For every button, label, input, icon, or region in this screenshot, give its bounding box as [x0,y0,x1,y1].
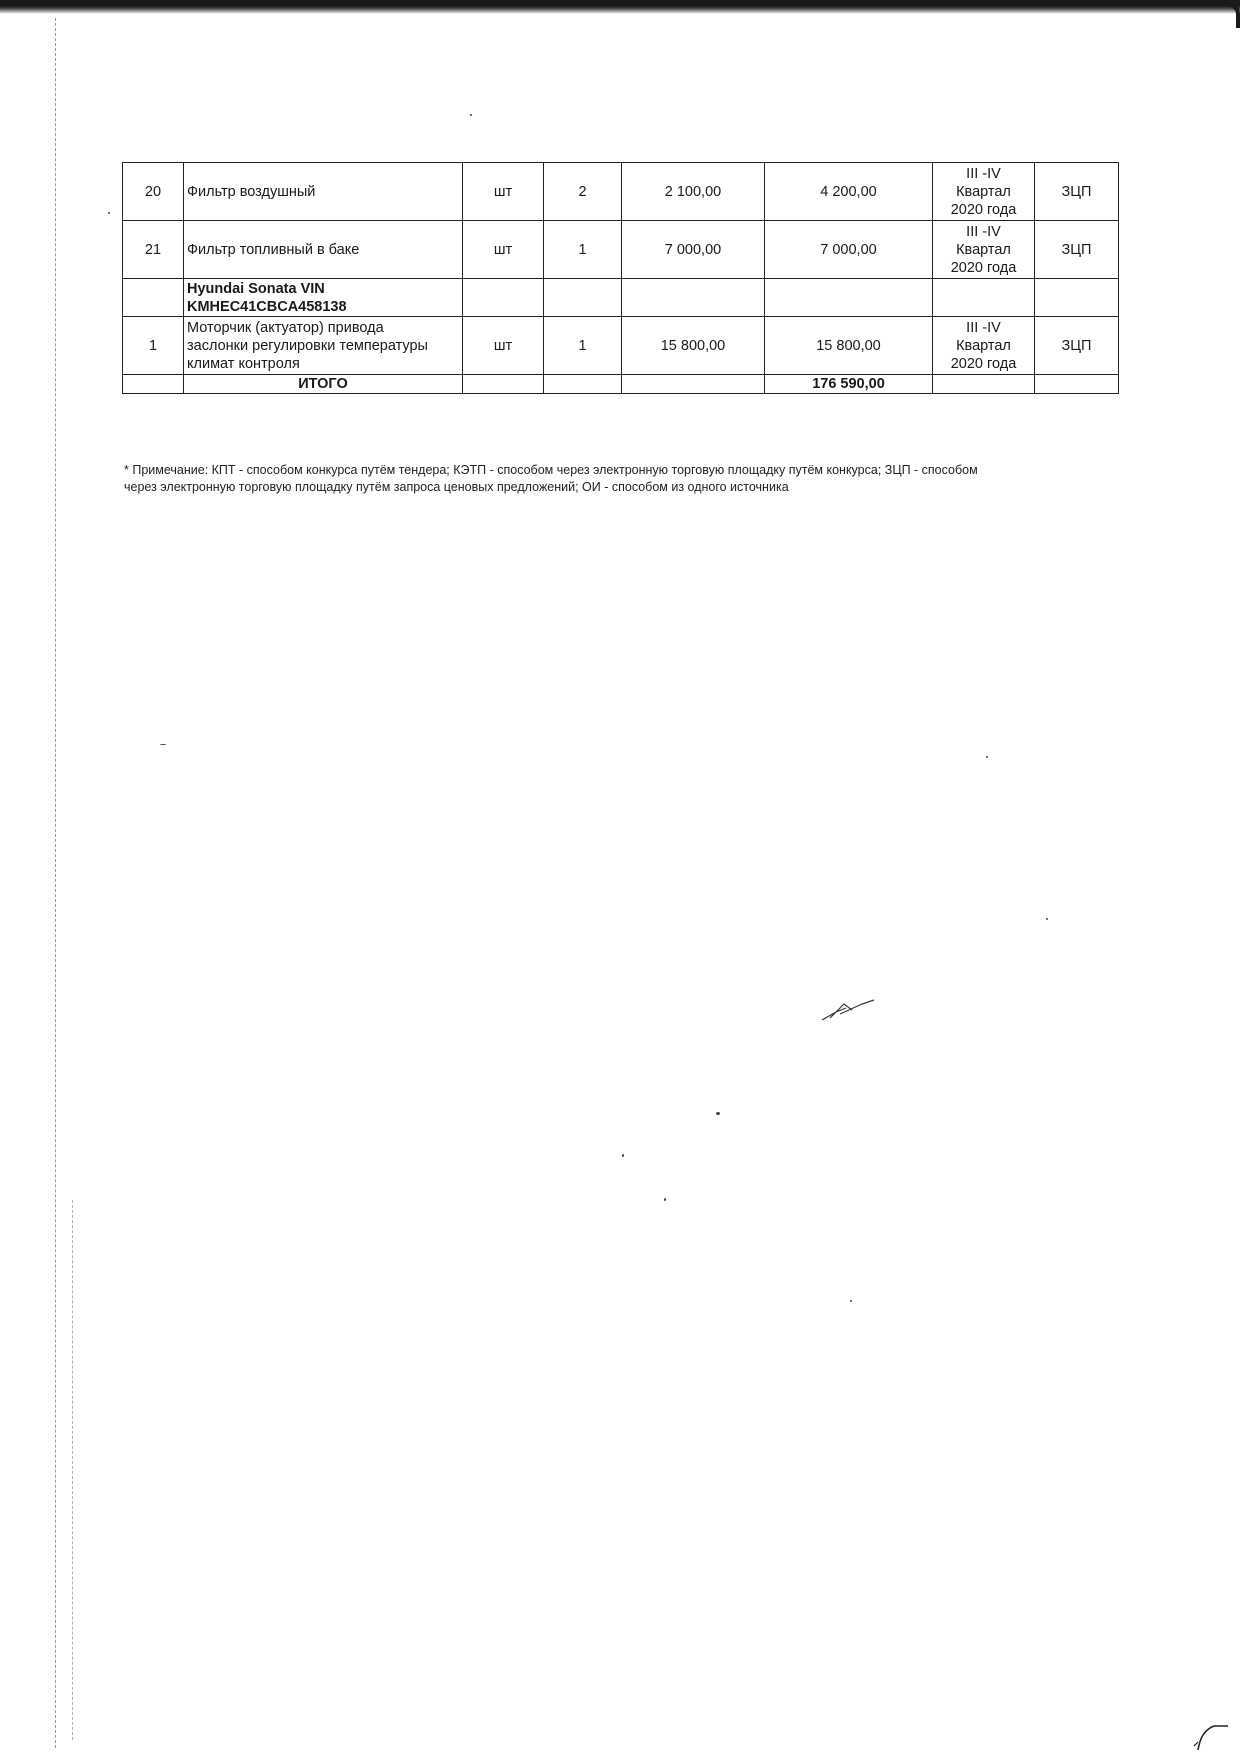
footnote-line: через электронную торговую площадку путём запроса ценовых предложений; ОИ - способом из одного источника [124,480,789,494]
cell-empty [1035,279,1119,317]
cell-period [933,163,1035,221]
scan-speck [470,114,472,116]
scan-speck [986,756,988,758]
total-value: 176 590,00 [765,375,933,394]
total-row [123,375,1119,394]
table-row [123,163,1119,221]
footnote [124,462,1114,496]
footnote-line: * Примечание: КПТ - способом конкурса путём тендера; КЭТП - способом через электронную торговую площадку путём конкурса; ЗЦП - способом [124,463,978,477]
scan-top-edge [0,0,1240,14]
scan-speck [108,212,110,214]
vehicle-name [184,279,463,317]
cell-empty [123,279,184,317]
cell-method: ЗЦП [1035,163,1119,221]
vehicle-vin: KMHEC41CBCA458138 [187,298,347,315]
cell-price: 2 100,00 [622,163,765,221]
cell-method: ЗЦП [1035,221,1119,279]
scan-speck [850,1300,852,1302]
cell-empty [544,375,622,394]
vehicle-header-row [123,279,1119,317]
cell-empty [1035,375,1119,394]
period-line: III -IV [966,319,1001,336]
vehicle-model: Hyundai Sonata VIN [187,280,325,297]
name-line: Моторчик (актуатор) привода [187,319,384,336]
scan-speck [622,1154,624,1157]
cell-qty: 2 [544,163,622,221]
total-label: ИТОГО [184,375,463,394]
scan-speck [716,1112,720,1115]
cell-empty [933,375,1035,394]
cell-qty: 1 [544,317,622,375]
scan-speck [1046,918,1048,920]
period-line: III -IV [966,223,1001,240]
cell-unit: шт [463,317,544,375]
cell-empty [463,375,544,394]
cell-num: 20 [123,163,184,221]
cell-price: 15 800,00 [622,317,765,375]
period-line: 2020 года [950,259,1017,276]
cell-empty [544,279,622,317]
cell-period [933,221,1035,279]
cell-sum: 4 200,00 [765,163,933,221]
cell-name [184,317,463,375]
cell-unit: шт [463,221,544,279]
period-line: Квартал [956,183,1011,200]
table-row [123,221,1119,279]
pen-corner-mark [1188,1710,1236,1750]
period-line: III -IV [966,165,1001,182]
cell-method: ЗЦП [1035,317,1119,375]
cell-unit: шт [463,163,544,221]
cell-empty [622,375,765,394]
cell-sum: 15 800,00 [765,317,933,375]
pen-scribble [818,996,878,1026]
period-line: 2020 года [950,355,1017,372]
cell-sum: 7 000,00 [765,221,933,279]
scan-corner-mark [1204,0,1240,28]
period-line: 2020 года [950,201,1017,218]
name-line: климат контроля [187,355,300,372]
cell-qty: 1 [544,221,622,279]
cell-num: 21 [123,221,184,279]
scan-speck [160,744,166,745]
cell-empty [765,279,933,317]
period-line: Квартал [956,337,1011,354]
cell-empty [463,279,544,317]
cell-name: Фильтр топливный в баке [184,221,463,279]
cell-empty [933,279,1035,317]
name-line: заслонки регулировки температуры [187,337,428,354]
scan-left-edge [55,18,56,1748]
procurement-table [122,162,1119,394]
scan-speck [664,1198,666,1201]
cell-empty [622,279,765,317]
period-line: Квартал [956,241,1011,258]
cell-period [933,317,1035,375]
cell-num: 1 [123,317,184,375]
cell-name: Фильтр воздушный [184,163,463,221]
scan-left-edge-lower [72,1200,73,1740]
cell-empty [123,375,184,394]
cell-price: 7 000,00 [622,221,765,279]
table-row [123,317,1119,375]
